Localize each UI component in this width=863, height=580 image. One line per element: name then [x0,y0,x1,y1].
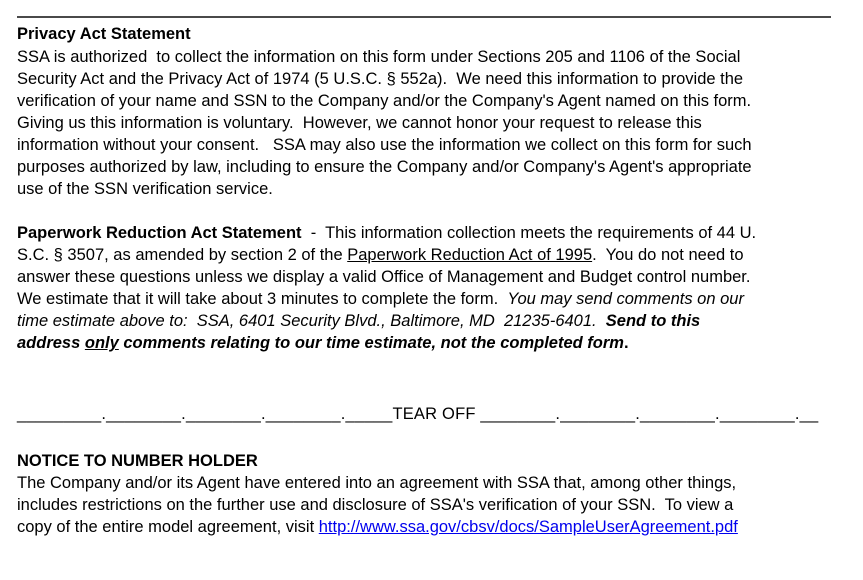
text-segment: only [84,334,119,352]
text-line [17,332,846,354]
text-segment: . You do not need to [592,246,744,264]
text-segment: SSA is authorized to collect the information on this form under Sections 205 and 1106 of the Social [17,48,741,66]
text-line [17,46,846,68]
text-segment: time estimate above to: SSA, 6401 Security Blvd., Baltimore, MD 21235-6401. [17,312,606,330]
top-divider [17,16,831,18]
text-line [17,472,846,494]
privacy-act-heading: Privacy Act Statement [17,25,191,43]
paperwork-reduction-paragraph [17,222,846,354]
text-segment: verification of your name and SSN to the Company and/or the Company's Agent named on this form. [17,92,752,110]
agreement-link[interactable]: http://www.ssa.gov/cbsv/docs/SampleUserAgreement.pdf [318,518,738,536]
privacy-act-paragraph [17,46,846,200]
text-segment: S.C. § 3507, as amended by section 2 of the [17,246,348,264]
notice-paragraph [17,472,846,538]
text-segment: The Company and/or its Agent have entered into an agreement with SSA that, among other things, [17,474,737,492]
text-line [17,90,846,112]
text-segment: address [17,334,85,352]
text-line [17,244,846,266]
text-line [17,222,846,244]
text-line [17,156,846,178]
text-line [17,134,846,156]
text-line [17,68,846,90]
text-segment: Security Act and the Privacy Act of 1974 (5 U.S.C. § 552a). We need this information to provide the [17,70,744,88]
text-segment: comments relating to our time estimate, not the completed form [118,334,624,352]
text-segment: Send to this [605,312,701,330]
text-segment: copy of the entire model agreement, visit [17,518,319,536]
text-line [17,494,846,516]
text-segment: - This information collection meets the requirements of 44 U. [301,224,757,242]
tear-off-label: TEAR OFF [392,405,476,423]
text-segment: Giving us this information is voluntary. However, we cannot honor your request to release this [17,114,702,132]
text-segment: use of the SSN verification service. [17,180,273,198]
text-line [17,310,846,332]
text-line [17,288,846,310]
text-segment: Paperwork Reduction Act of 1995 [347,246,593,264]
text-segment: information without your consent. SSA may also use the information we collect on this form for such [17,136,752,154]
text-segment: includes restrictions on the further use and disclosure of SSA's verification of your SSN. To view a [17,496,734,514]
text-segment: You may send comments on our [507,290,744,308]
notice-heading: NOTICE TO NUMBER HOLDER [17,452,258,470]
text-line [17,178,846,200]
text-segment: purposes authorized by law, including to ensure the Company and/or Company's Agent's appropriate [17,158,752,176]
tear-off-line [17,403,846,425]
text-line [17,112,846,134]
text-segment: answer these questions unless we display a valid Office of Management and Budget control number. [17,268,751,286]
text-line [17,266,846,288]
text-segment: We estimate that it will take about 3 minutes to complete the form. [17,290,508,308]
text-segment: Paperwork Reduction Act Statement [17,224,302,242]
text-line [17,516,846,538]
tear-off-dashes-right: ________.________.________.________.__ [475,405,819,423]
text-segment: . [623,334,629,352]
tear-off-dashes-left: _________.________.________.________._____ [17,405,393,423]
